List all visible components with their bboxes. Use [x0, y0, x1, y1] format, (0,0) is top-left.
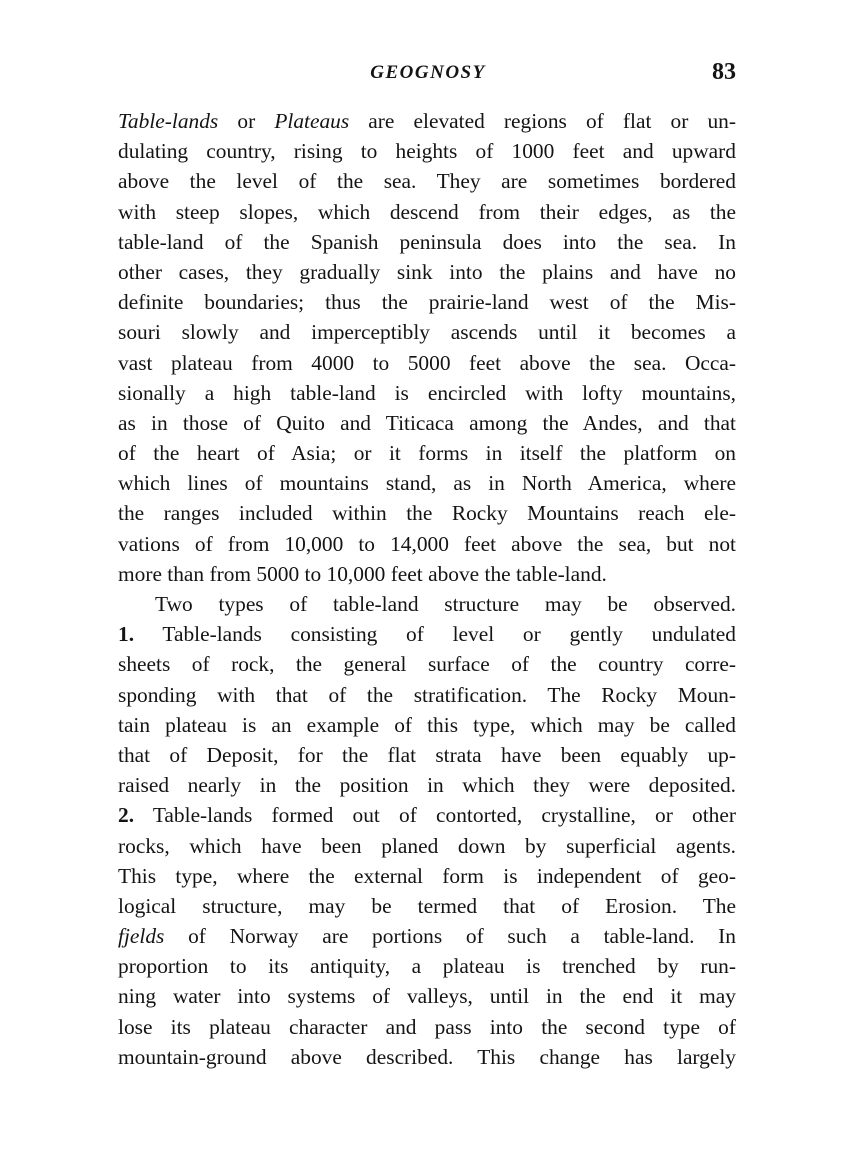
italic-term: Plateaus	[274, 109, 350, 133]
text-line	[118, 468, 736, 498]
text-line	[118, 227, 736, 257]
text-line	[118, 951, 736, 981]
text-run: of Norway are portions of such a table-land. In	[164, 924, 736, 949]
text-line	[118, 317, 736, 347]
text-line	[118, 287, 736, 317]
text-line	[118, 348, 736, 378]
text-run: proportion to its antiquity, a plateau is trenched by run-	[118, 954, 736, 979]
text-run: Table-lands formed out of contorted, crystalline, or other	[134, 803, 736, 828]
body-text	[118, 106, 736, 1072]
text-run: rocks, which have been planed down by superficial agents.	[118, 833, 736, 858]
text-run: dulating country, rising to heights of 1000 feet and upward	[118, 139, 736, 164]
italic-term: Table-lands	[118, 109, 219, 133]
text-run: souri slowly and imperceptibly ascends until it becomes a	[118, 320, 736, 345]
text-run: as in those of Quito and Titicaca among the Andes, and that	[118, 410, 736, 435]
running-head	[118, 59, 738, 92]
text-line	[118, 378, 736, 408]
text-line	[118, 106, 736, 136]
text-line	[118, 589, 736, 619]
text-run: are elevated regions of flat or un-	[349, 109, 736, 133]
text-line	[118, 559, 736, 589]
text-run: which lines of mountains stand, as in North America, where	[118, 471, 736, 496]
page-number: 83	[712, 59, 736, 85]
list-number: 2.	[118, 803, 135, 828]
text-run: tain plateau is an example of this type, which may be called	[118, 712, 736, 737]
text-line	[118, 981, 736, 1011]
text-run: vast plateau from 4000 to 5000 feet above the sea. Occa-	[118, 350, 736, 375]
text-line	[118, 649, 736, 679]
text-line	[118, 166, 736, 196]
text-run: logical structure, may be termed that of Erosion. The	[118, 893, 736, 918]
text-line	[118, 740, 736, 770]
text-run: vations of from 10,000 to 14,000 feet above the sea, but not	[118, 531, 736, 556]
text-run: the ranges included within the Rocky Mountains reach ele-	[118, 501, 736, 526]
text-line	[118, 498, 736, 528]
paragraph	[118, 589, 736, 1072]
text-run: ning water into systems of valleys, until in the end it may	[118, 984, 736, 1009]
text-line	[118, 197, 736, 227]
text-run: mountain-ground above described. This change has largely	[118, 1044, 736, 1069]
text-run: that of Deposit, for the flat strata have been equably up-	[118, 742, 736, 767]
list-number: 1.	[118, 622, 135, 647]
text-line	[118, 710, 736, 740]
text-line	[118, 861, 736, 891]
text-line	[118, 921, 736, 951]
text-run: other cases, they gradually sink into the plains and have no	[118, 259, 736, 284]
text-run: sponding with that of the stratification. The Rocky Moun-	[118, 682, 736, 707]
text-run: or	[218, 109, 275, 133]
running-title: GEOGNOSY	[370, 62, 486, 83]
text-line	[118, 831, 736, 861]
text-run: table-land of the Spanish peninsula does into the sea. In	[118, 229, 736, 254]
text-line	[118, 257, 736, 287]
text-run: sionally a high table-land is encircled with lofty mountains,	[118, 380, 736, 405]
italic-term: fjelds	[118, 924, 165, 949]
text-line	[118, 770, 736, 800]
text-run: sheets of rock, the general surface of the country corre-	[118, 652, 736, 677]
text-line	[118, 438, 736, 468]
text-line	[118, 1042, 736, 1072]
text-run: This type, where the external form is independent of geo-	[118, 863, 736, 888]
text-line	[118, 136, 736, 166]
text-line	[118, 619, 736, 649]
text-line	[118, 680, 736, 710]
paragraph	[118, 106, 736, 589]
text-run: of the heart of Asia; or it forms in itself the platform on	[118, 441, 736, 466]
text-run: definite boundaries; thus the prairie-land west of the Mis-	[118, 290, 736, 315]
text-line	[118, 1012, 736, 1042]
text-run: more than from 5000 to 10,000 feet above the table-land.	[118, 561, 607, 586]
text-line	[118, 408, 736, 438]
text-run: above the level of the sea. They are sometimes bordered	[118, 169, 736, 194]
text-line	[118, 800, 736, 830]
text-run: with steep slopes, which descend from their edges, as the	[118, 199, 736, 224]
text-line	[118, 891, 736, 921]
text-run: raised nearly in the position in which they were deposited.	[118, 773, 736, 798]
text-run: Two types of table-land structure may be observed.	[155, 592, 736, 616]
text-line	[118, 529, 736, 559]
text-run: lose its plateau character and pass into the second type of	[118, 1014, 736, 1039]
text-run: Table-lands consisting of level or gently undulated	[134, 622, 736, 647]
